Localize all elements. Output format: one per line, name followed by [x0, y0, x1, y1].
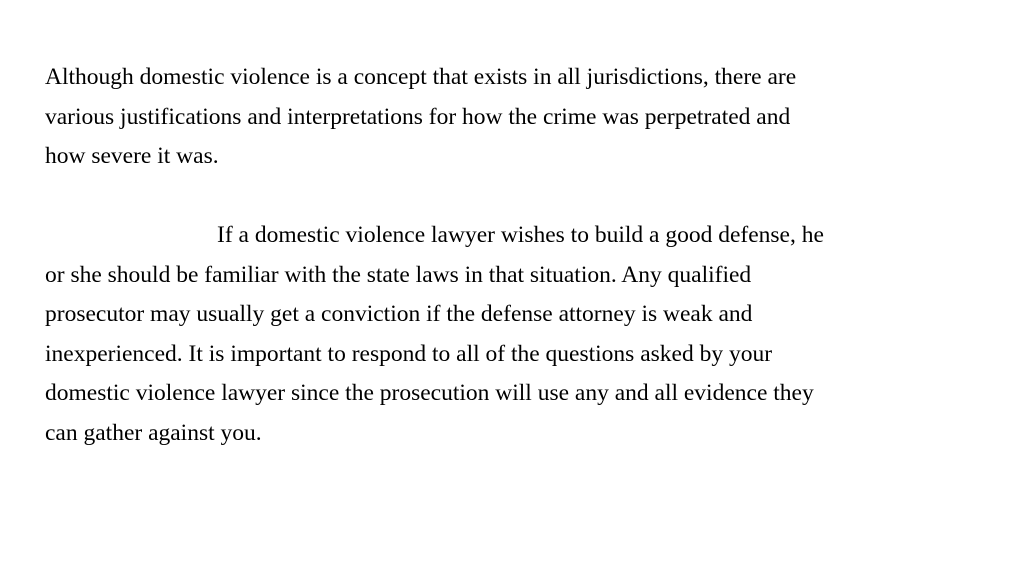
- paragraph-2-line-5: domestic violence lawyer since the prosecution will use any and all evidence they: [45, 380, 814, 406]
- paragraph-2: [45, 216, 985, 453]
- paragraph-1-line-3: how severe it was.: [45, 143, 219, 169]
- paragraph-2-line-1: If a domestic violence lawyer wishes to build a good defense, he: [217, 222, 824, 248]
- paragraph-2-line-3: prosecutor may usually get a conviction if the defense attorney is weak and: [45, 301, 753, 327]
- paragraph-1-line-2: various justifications and interpretations for how the crime was perpetrated and: [45, 103, 791, 130]
- paragraph-2-line-4: inexperienced. It is important to respond to all of the questions asked by your: [45, 340, 773, 367]
- paragraph-2-line-6: can gather against you.: [45, 419, 262, 446]
- paragraph-1: [45, 58, 985, 177]
- paragraph-2-line-2: or she should be familiar with the state laws in that situation. Any qualified: [45, 261, 752, 288]
- paragraph-1-line-1: Although domestic violence is a concept that exists in all jurisdictions, there are: [45, 64, 797, 90]
